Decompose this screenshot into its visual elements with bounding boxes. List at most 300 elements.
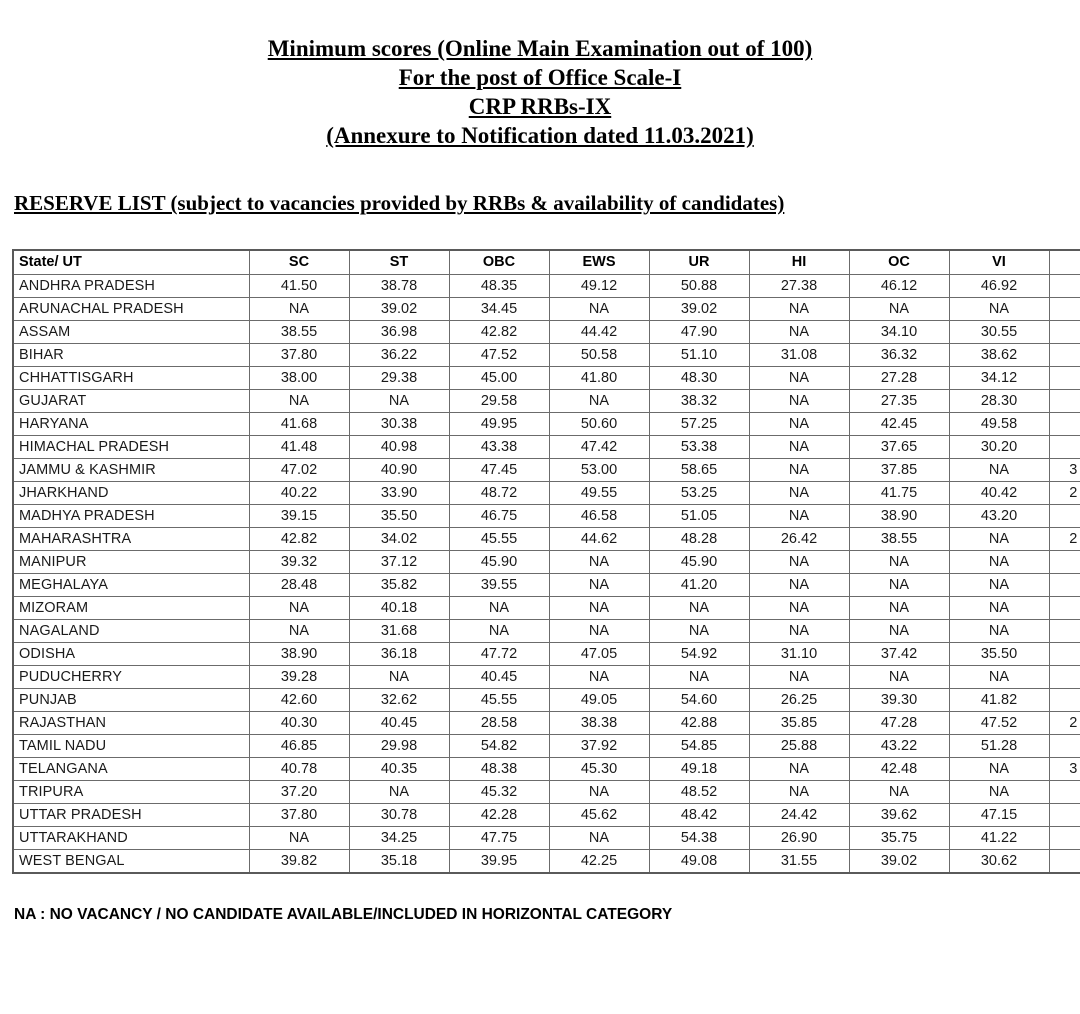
title-line-2-text: For the post of Office Scale-I [398, 65, 682, 90]
cell-score: 47.28 [849, 711, 949, 734]
cell-state: MADHYA PRADESH [13, 504, 249, 527]
cell-score: 45.55 [449, 527, 549, 550]
cell-score: 37.65 [849, 435, 949, 458]
cell-score [1049, 504, 1080, 527]
cell-score: 47.42 [549, 435, 649, 458]
cell-score: 54.92 [649, 642, 749, 665]
cell-state: WEST BENGAL [13, 849, 249, 873]
cell-score: 46.85 [249, 734, 349, 757]
cell-score: NA [949, 297, 1049, 320]
cell-score: 38.55 [849, 527, 949, 550]
cell-state: ASSAM [13, 320, 249, 343]
cell-score: 47.72 [449, 642, 549, 665]
cell-score: NA [749, 665, 849, 688]
cell-score: 42.60 [249, 688, 349, 711]
cell-state: ODISHA [13, 642, 249, 665]
cell-score: 49.08 [649, 849, 749, 873]
cell-score: NA [749, 297, 849, 320]
title-line-2 [0, 63, 1080, 92]
cell-score [1049, 435, 1080, 458]
cell-score: 29.98 [349, 734, 449, 757]
cell-score: 48.35 [449, 274, 549, 297]
table-row [13, 412, 1080, 435]
cell-score: 39.28 [249, 665, 349, 688]
cell-score: 43.22 [849, 734, 949, 757]
cell-score: 41.75 [849, 481, 949, 504]
cell-score: 30.20 [949, 435, 1049, 458]
table-row [13, 389, 1080, 412]
cell-score: NA [849, 665, 949, 688]
cell-score: NA [449, 619, 549, 642]
cell-score: 34.10 [849, 320, 949, 343]
cell-score: 39.82 [249, 849, 349, 873]
cell-score: 38.00 [249, 366, 349, 389]
cell-score: 57.25 [649, 412, 749, 435]
cell-score: 27.35 [849, 389, 949, 412]
table-row [13, 734, 1080, 757]
cell-state: PUDUCHERRY [13, 665, 249, 688]
cell-score: 54.85 [649, 734, 749, 757]
cell-state: MEGHALAYA [13, 573, 249, 596]
cell-score: NA [949, 596, 1049, 619]
table-row [13, 297, 1080, 320]
cell-score: 50.88 [649, 274, 749, 297]
cell-score: NA [249, 297, 349, 320]
cell-score: 31.08 [749, 343, 849, 366]
table-row [13, 711, 1080, 734]
cell-score: NA [749, 504, 849, 527]
cell-score: 45.62 [549, 803, 649, 826]
cell-score: 48.72 [449, 481, 549, 504]
cell-score: 50.58 [549, 343, 649, 366]
cell-score [1049, 688, 1080, 711]
cell-score: 31.10 [749, 642, 849, 665]
cell-state: RAJASTHAN [13, 711, 249, 734]
cell-score: 43.38 [449, 435, 549, 458]
table-header-row [13, 250, 1080, 274]
cell-score: 30.38 [349, 412, 449, 435]
cell-score: NA [749, 757, 849, 780]
cell-score: 27.38 [749, 274, 849, 297]
cell-score: NA [649, 596, 749, 619]
cell-score: 38.78 [349, 274, 449, 297]
cell-score: 41.22 [949, 826, 1049, 849]
cell-state: MANIPUR [13, 550, 249, 573]
cell-score: 47.02 [249, 458, 349, 481]
title-line-3-text: CRP RRBs-IX [468, 94, 612, 119]
cell-score: 39.62 [849, 803, 949, 826]
cell-score: 28.58 [449, 711, 549, 734]
cell-score: NA [249, 596, 349, 619]
table-row [13, 320, 1080, 343]
cell-score: NA [749, 619, 849, 642]
cell-score [1049, 274, 1080, 297]
cell-score: NA [549, 297, 649, 320]
column-header-oc: OC [849, 250, 949, 274]
column-header-st: ST [349, 250, 449, 274]
title-line-1-text: Minimum scores (Online Main Examination out of 100) [267, 36, 813, 61]
cell-score: 40.22 [249, 481, 349, 504]
cell-score: NA [649, 665, 749, 688]
cell-score: 39.02 [849, 849, 949, 873]
column-header-ews: EWS [549, 250, 649, 274]
cell-score: NA [849, 596, 949, 619]
cell-score [1049, 366, 1080, 389]
cell-score: NA [949, 780, 1049, 803]
cell-score: 34.25 [349, 826, 449, 849]
cell-score: 3 [1049, 458, 1080, 481]
cell-score: 31.55 [749, 849, 849, 873]
cell-score: NA [749, 596, 849, 619]
cell-score [1049, 596, 1080, 619]
cell-score: 46.12 [849, 274, 949, 297]
cell-score [1049, 826, 1080, 849]
cell-score: 44.42 [549, 320, 649, 343]
cell-score: 45.00 [449, 366, 549, 389]
cell-score: 42.45 [849, 412, 949, 435]
document-title-block [0, 34, 1080, 150]
cell-state: BIHAR [13, 343, 249, 366]
cell-score [1049, 343, 1080, 366]
column-header-vi: VI [949, 250, 1049, 274]
cell-score: 35.82 [349, 573, 449, 596]
cell-score: 26.42 [749, 527, 849, 550]
cell-score: 53.00 [549, 458, 649, 481]
cell-score: 29.38 [349, 366, 449, 389]
cell-score: 48.28 [649, 527, 749, 550]
table-row [13, 596, 1080, 619]
column-header-obc: OBC [449, 250, 549, 274]
column-header-ur: UR [649, 250, 749, 274]
cell-score: 35.85 [749, 711, 849, 734]
cell-score: NA [549, 550, 649, 573]
title-line-4 [0, 121, 1080, 150]
cell-score: 49.12 [549, 274, 649, 297]
cell-score: NA [749, 573, 849, 596]
cell-score: 58.65 [649, 458, 749, 481]
cell-score: NA [849, 573, 949, 596]
cell-score: NA [349, 665, 449, 688]
cell-score [1049, 412, 1080, 435]
cell-score: 42.28 [449, 803, 549, 826]
cell-state: JHARKHAND [13, 481, 249, 504]
cell-state: MAHARASHTRA [13, 527, 249, 550]
cell-score: NA [749, 389, 849, 412]
cell-state: PUNJAB [13, 688, 249, 711]
cell-score: 44.62 [549, 527, 649, 550]
cell-score [1049, 803, 1080, 826]
cell-score: NA [749, 481, 849, 504]
cell-score: NA [549, 665, 649, 688]
table-row [13, 550, 1080, 573]
scores-table-body [13, 274, 1080, 873]
cell-score: 37.80 [249, 343, 349, 366]
cell-score: 42.88 [649, 711, 749, 734]
cell-score: NA [549, 826, 649, 849]
cell-score: 47.90 [649, 320, 749, 343]
cell-score: 38.38 [549, 711, 649, 734]
cell-score: NA [949, 757, 1049, 780]
cell-score: NA [549, 389, 649, 412]
cell-score: 46.75 [449, 504, 549, 527]
table-row [13, 481, 1080, 504]
cell-score: 39.15 [249, 504, 349, 527]
cell-score: 25.88 [749, 734, 849, 757]
cell-score: 29.58 [449, 389, 549, 412]
table-row [13, 274, 1080, 297]
table-row [13, 527, 1080, 550]
cell-score: 31.68 [349, 619, 449, 642]
cell-score: NA [249, 619, 349, 642]
table-row [13, 665, 1080, 688]
cell-score: 37.80 [249, 803, 349, 826]
cell-score [1049, 734, 1080, 757]
cell-state: TRIPURA [13, 780, 249, 803]
cell-score: 54.60 [649, 688, 749, 711]
cell-score: 39.02 [649, 297, 749, 320]
cell-score: 39.30 [849, 688, 949, 711]
cell-score: 2 [1049, 481, 1080, 504]
cell-score: 36.32 [849, 343, 949, 366]
cell-score [1049, 297, 1080, 320]
cell-score: NA [849, 780, 949, 803]
cell-score: 39.02 [349, 297, 449, 320]
cell-state: ANDHRA PRADESH [13, 274, 249, 297]
cell-score: 36.98 [349, 320, 449, 343]
cell-score [1049, 573, 1080, 596]
cell-score: NA [749, 780, 849, 803]
cell-state: MIZORAM [13, 596, 249, 619]
cell-score: 46.58 [549, 504, 649, 527]
column-header-hi: HI [749, 250, 849, 274]
cell-state: NAGALAND [13, 619, 249, 642]
cell-score: 49.55 [549, 481, 649, 504]
cell-score: 45.30 [549, 757, 649, 780]
cell-score: 42.82 [249, 527, 349, 550]
cell-state: HIMACHAL PRADESH [13, 435, 249, 458]
cell-score: 38.62 [949, 343, 1049, 366]
table-row [13, 688, 1080, 711]
cell-score: 40.35 [349, 757, 449, 780]
cell-score: 51.05 [649, 504, 749, 527]
cell-state: JAMMU & KASHMIR [13, 458, 249, 481]
cell-score: 40.90 [349, 458, 449, 481]
reserve-list-heading-text: RESERVE LIST (subject to vacancies provided by RRBs & availability of candidates) [14, 191, 785, 215]
cell-score: 26.25 [749, 688, 849, 711]
cell-score: 47.75 [449, 826, 549, 849]
title-line-4-text: (Annexure to Notification dated 11.03.2021) [326, 123, 754, 148]
table-row [13, 573, 1080, 596]
cell-score: 36.18 [349, 642, 449, 665]
cell-score: 40.98 [349, 435, 449, 458]
cell-score: 47.52 [449, 343, 549, 366]
cell-score [1049, 642, 1080, 665]
cell-score: 40.45 [349, 711, 449, 734]
cell-score: 40.78 [249, 757, 349, 780]
cell-score: 38.55 [249, 320, 349, 343]
cell-score [1049, 849, 1080, 873]
cell-score: 47.05 [549, 642, 649, 665]
cell-score: 41.50 [249, 274, 349, 297]
cell-score: NA [549, 573, 649, 596]
title-line-3 [0, 92, 1080, 121]
cell-score [1049, 780, 1080, 803]
reserve-list-heading [14, 190, 784, 216]
cell-score: 38.90 [849, 504, 949, 527]
cell-score: 46.92 [949, 274, 1049, 297]
cell-score: 54.38 [649, 826, 749, 849]
table-row [13, 780, 1080, 803]
cell-score: 51.28 [949, 734, 1049, 757]
cell-score: 30.62 [949, 849, 1049, 873]
cell-score: 28.30 [949, 389, 1049, 412]
cell-score: NA [949, 458, 1049, 481]
cell-score: 38.90 [249, 642, 349, 665]
cell-score: NA [949, 527, 1049, 550]
cell-score: 41.82 [949, 688, 1049, 711]
table-row [13, 826, 1080, 849]
cell-score: NA [949, 619, 1049, 642]
cell-state: UTTARAKHAND [13, 826, 249, 849]
cell-score: 34.02 [349, 527, 449, 550]
cell-score: NA [949, 665, 1049, 688]
cell-score: 37.85 [849, 458, 949, 481]
cell-score: NA [749, 458, 849, 481]
cell-score: 34.12 [949, 366, 1049, 389]
cell-score: NA [849, 550, 949, 573]
column-header-sc: SC [249, 250, 349, 274]
cell-score: NA [449, 596, 549, 619]
cell-score: 53.25 [649, 481, 749, 504]
cell-state: UTTAR PRADESH [13, 803, 249, 826]
cell-score: 47.15 [949, 803, 1049, 826]
cell-score: 34.45 [449, 297, 549, 320]
cell-score: 41.48 [249, 435, 349, 458]
cell-score: 37.12 [349, 550, 449, 573]
cell-score: 37.42 [849, 642, 949, 665]
cell-score: NA [649, 619, 749, 642]
cell-score: NA [749, 366, 849, 389]
cell-score: 2 [1049, 711, 1080, 734]
cell-score: 45.32 [449, 780, 549, 803]
cell-score: 39.95 [449, 849, 549, 873]
cell-score: 35.75 [849, 826, 949, 849]
table-row [13, 757, 1080, 780]
cell-score: 49.95 [449, 412, 549, 435]
cell-score: 45.90 [649, 550, 749, 573]
cell-score: 45.90 [449, 550, 549, 573]
cell-score: 38.32 [649, 389, 749, 412]
cell-score: 41.80 [549, 366, 649, 389]
cell-state: ARUNACHAL PRADESH [13, 297, 249, 320]
cell-score: 28.48 [249, 573, 349, 596]
cell-score: 37.92 [549, 734, 649, 757]
cell-score: 35.50 [949, 642, 1049, 665]
cell-score: 40.30 [249, 711, 349, 734]
cell-score: NA [749, 412, 849, 435]
cell-state: CHHATTISGARH [13, 366, 249, 389]
cell-score: 49.58 [949, 412, 1049, 435]
cell-score: 42.48 [849, 757, 949, 780]
cell-state: TAMIL NADU [13, 734, 249, 757]
cell-score: 53.38 [649, 435, 749, 458]
cell-score: NA [849, 619, 949, 642]
cell-score: NA [949, 573, 1049, 596]
cell-score: 24.42 [749, 803, 849, 826]
cell-score: 39.55 [449, 573, 549, 596]
table-row [13, 849, 1080, 873]
cell-state: TELANGANA [13, 757, 249, 780]
table-row [13, 343, 1080, 366]
cell-score: NA [249, 826, 349, 849]
cell-score: 3 [1049, 757, 1080, 780]
cell-score: 49.05 [549, 688, 649, 711]
cell-score: 42.82 [449, 320, 549, 343]
cell-score: 40.42 [949, 481, 1049, 504]
cell-score: NA [749, 550, 849, 573]
cell-state: GUJARAT [13, 389, 249, 412]
cell-score: 50.60 [549, 412, 649, 435]
cell-score: 54.82 [449, 734, 549, 757]
cell-score: 49.18 [649, 757, 749, 780]
table-row [13, 435, 1080, 458]
cell-score: 27.28 [849, 366, 949, 389]
cell-score [1049, 619, 1080, 642]
cell-score: 48.38 [449, 757, 549, 780]
title-line-1 [0, 34, 1080, 63]
table-row [13, 504, 1080, 527]
cell-score: NA [949, 550, 1049, 573]
cell-score: 41.68 [249, 412, 349, 435]
cell-score: 43.20 [949, 504, 1049, 527]
cell-score: NA [849, 297, 949, 320]
cell-score: 35.18 [349, 849, 449, 873]
cell-score: NA [749, 320, 849, 343]
cell-score: 48.30 [649, 366, 749, 389]
cell-score: 36.22 [349, 343, 449, 366]
cell-score: 40.45 [449, 665, 549, 688]
cell-score: NA [349, 389, 449, 412]
table-row [13, 642, 1080, 665]
cell-score: 35.50 [349, 504, 449, 527]
cell-score: 47.45 [449, 458, 549, 481]
cell-score: 26.90 [749, 826, 849, 849]
scores-table-head [13, 250, 1080, 274]
cell-score: 48.42 [649, 803, 749, 826]
cell-score: NA [549, 619, 649, 642]
cell-score: 33.90 [349, 481, 449, 504]
cell-score: 40.18 [349, 596, 449, 619]
cell-score: 47.52 [949, 711, 1049, 734]
cell-score: 45.55 [449, 688, 549, 711]
column-header-state: State/ UT [13, 250, 249, 274]
cell-score: NA [349, 780, 449, 803]
table-row [13, 619, 1080, 642]
cell-score: NA [749, 435, 849, 458]
table-row [13, 458, 1080, 481]
cell-score: NA [549, 596, 649, 619]
cell-score: 32.62 [349, 688, 449, 711]
cell-state: HARYANA [13, 412, 249, 435]
cell-score: 48.52 [649, 780, 749, 803]
scores-table [12, 249, 1080, 874]
cell-score: 37.20 [249, 780, 349, 803]
cell-score [1049, 550, 1080, 573]
cell-score: 2 [1049, 527, 1080, 550]
cell-score: 30.78 [349, 803, 449, 826]
cell-score: 51.10 [649, 343, 749, 366]
cell-score: NA [549, 780, 649, 803]
